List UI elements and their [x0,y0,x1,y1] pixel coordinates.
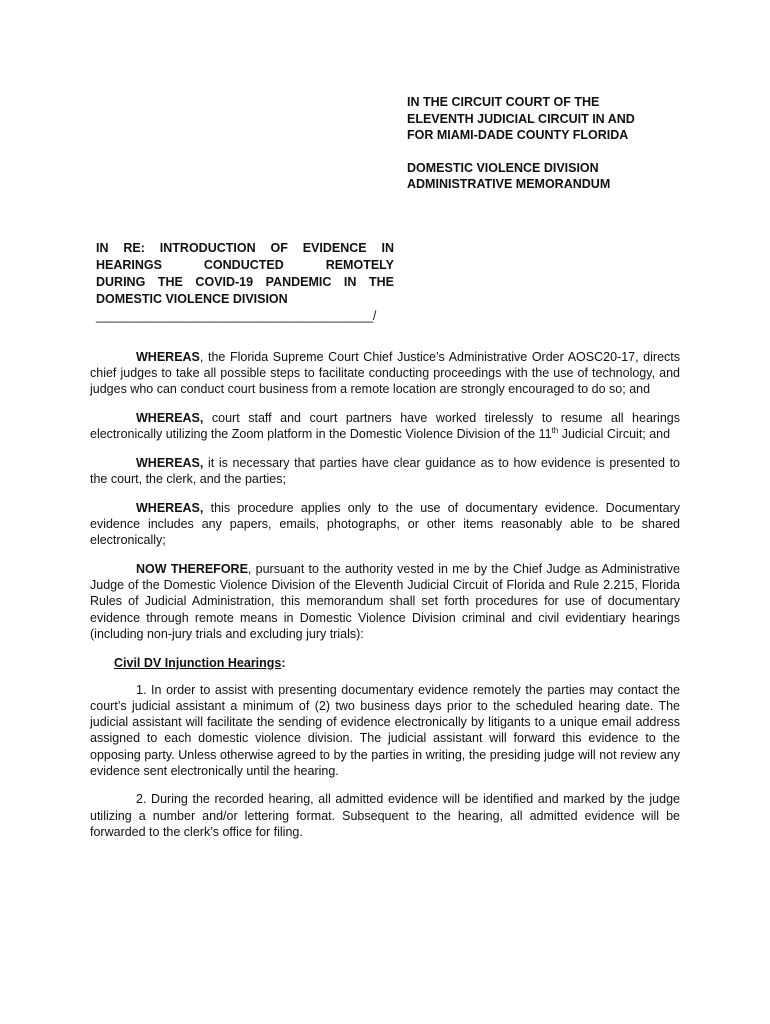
caption-signature-line: _________________________________________/ [96,309,377,323]
court-name-line-3: FOR MIAMI-DADE COUNTY FLORIDA [407,128,629,142]
section-heading-title: Civil DV Injunction Hearings [114,655,282,670]
court-header [407,94,707,193]
paragraph-lead: WHEREAS [136,350,200,364]
whereas-paragraph-1 [90,349,680,398]
section-heading [114,655,680,671]
paragraph-lead: WHEREAS, [136,500,204,515]
paragraph-lead: WHEREAS, [136,456,204,471]
memorandum-body [90,349,680,853]
caption-line-3: DURING THE COVID-19 PANDEMIC IN THE [96,275,394,289]
whereas-paragraph-4 [90,500,680,549]
whereas-paragraph-3 [90,455,680,487]
paragraph-text: it is necessary that parties have clear guidance as to how evidence is presented to the court, the clerk, and the parties; [90,456,680,487]
court-name-line-1: IN THE CIRCUIT COURT OF THE [407,95,600,109]
caption-line-1: IN RE: INTRODUCTION OF EVIDENCE IN [96,241,394,255]
section-heading-colon: : [281,655,286,670]
paragraph-lead: WHEREAS, [136,411,204,426]
now-therefore-paragraph [90,561,680,642]
paragraph-text: , the Florida Supreme Court Chief Justice’s Administrative Order AOSC20-17, directs chief judges to take all possible steps to facilitate conducting proceedings with the use of technology, and judges who can conduct court business from a remote location are strongly encouraged to do so; and [90,350,680,397]
whereas-paragraph-2 [90,410,680,442]
paragraph-text-continued: Judicial Circuit; and [558,427,671,442]
court-name-line-2: ELEVENTH JUDICIAL CIRCUIT IN AND [407,111,635,126]
case-caption [96,240,394,325]
numbered-item-1: 1. In order to assist with presenting documentary evidence remotely the parties may contact the court’s judicial assistant a minimum of (2) two business days prior to the scheduled hearing date. The judicial assistant will facilitate the sending of evidence electronically by litigants to a unique email address assigned to each domestic violence division. The judicial assistant will forward this evidence to the opposing party. Unless otherwise agreed to by the parties in writing, the presiding judge will not review any evidence sent electronically until the hearing. [90,682,680,778]
ordinal-superscript: th [551,426,559,436]
caption-line-4: DOMESTIC VIOLENCE DIVISION [96,292,288,306]
numbered-item-2: 2. During the recorded hearing, all admitted evidence will be identified and marked by the judge utilizing a number and/or lettering format. Subsequent to the hearing, all admitted evidence will be forwarded to the clerk’s office for filing. [90,792,680,839]
caption-line-2: HEARINGS CONDUCTED REMOTELY [96,258,394,272]
paragraph-text: this procedure applies only to the use of documentary evidence. Documentary evidence includes any papers, emails, photographs, or other items reasonably able to be shared electronically; [90,500,680,548]
paragraph-text: court staff and court partners have worked tirelessly to resume all hearings electronically utilizing the Zoom platform in the Domestic Violence Division of the 11 [90,411,680,442]
paragraph-lead: NOW THEREFORE [136,562,248,577]
memorandum-type: ADMINISTRATIVE MEMORANDUM [407,177,611,191]
division-name: DOMESTIC VIOLENCE DIVISION [407,160,599,175]
paragraph-text: , pursuant to the authority vested in me by the Chief Judge as Administrative Judge of the Domestic Violence Division of the Eleventh Judicial Circuit of Florida and Rule 2.215, Florida Rules of Judicial Administration, this memorandum shall set forth procedures for use of documentary evidence through remote means in Domestic Violence Division criminal and civil evidentiary hearings (including non-jury trials and excluding jury trials): [90,562,680,641]
